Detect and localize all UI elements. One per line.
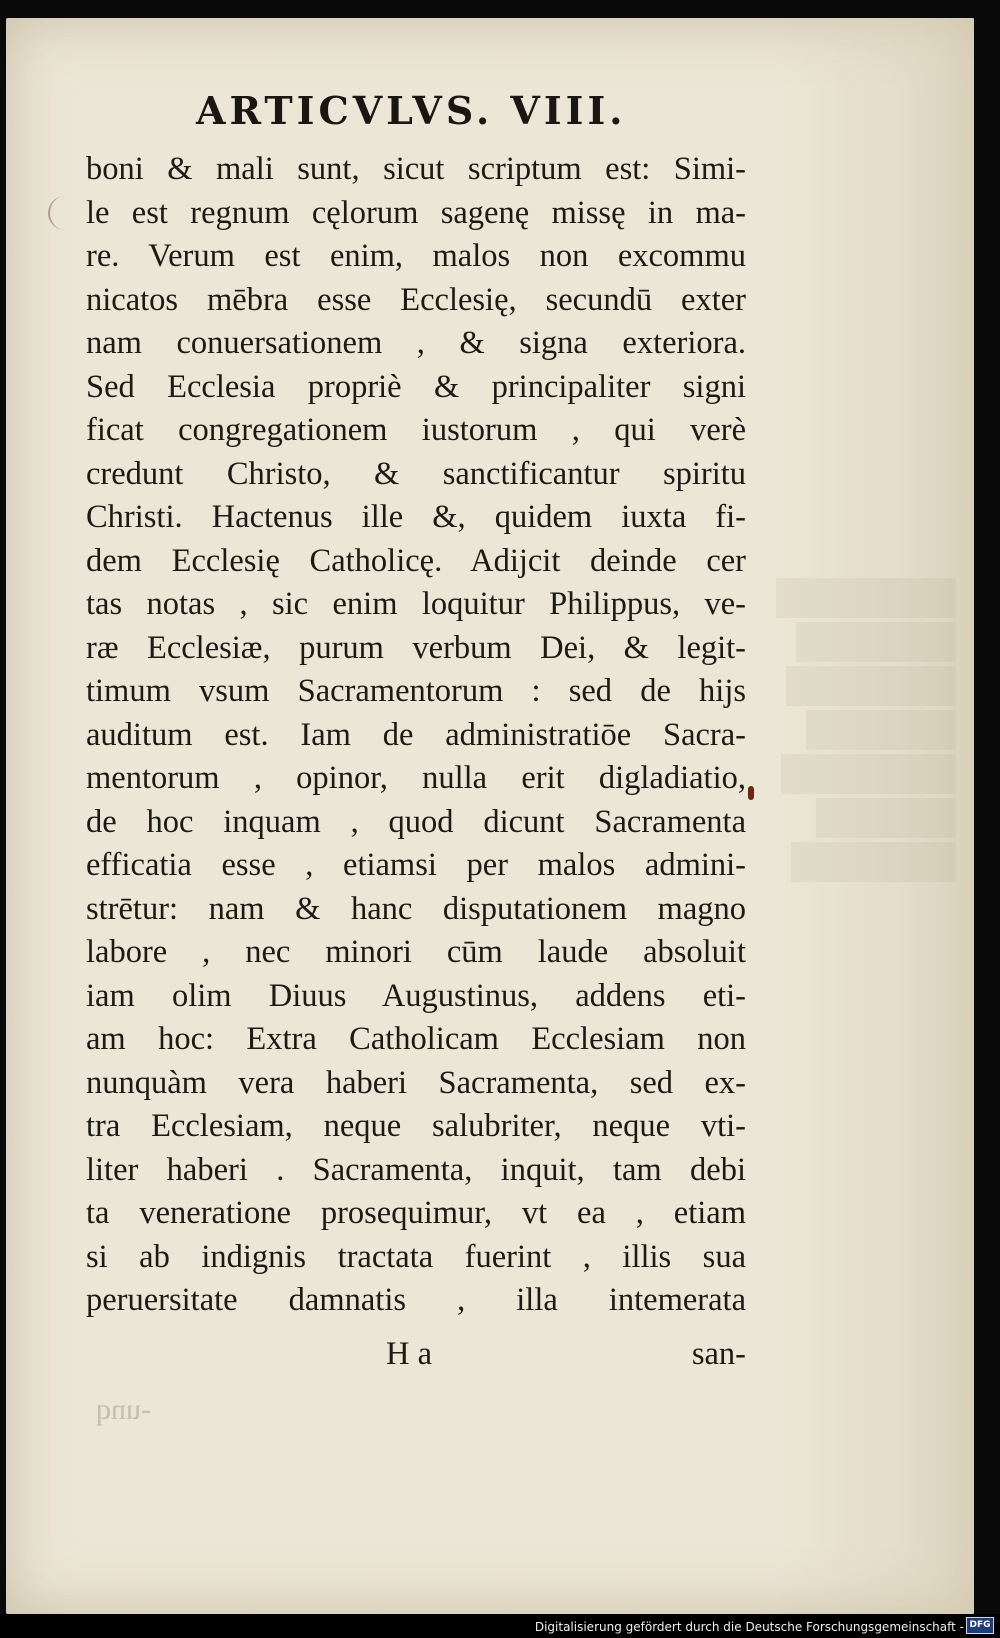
text-line: re. Verum est enim, malos non excommu <box>86 238 746 274</box>
credit-bar <box>0 1614 1000 1638</box>
bleed-through-bottom: -unq <box>96 1393 151 1426</box>
text-line: strētur: nam & hanc disputationem magno <box>86 890 746 927</box>
margin-annotation-mark <box>48 196 76 230</box>
text-line: si ab indignis tractata fuerint , illis sua <box>86 1238 746 1275</box>
text-line: ræ Ecclesiæ, purum verbum Dei, & legit- <box>86 629 746 666</box>
text-line: ficat congregationem iustorum , qui verè <box>86 412 746 448</box>
text-line: mentorum , opinor, nulla erit digladiatio, <box>86 760 746 796</box>
text-line: Sed Ecclesia propriè & principaliter signi <box>86 368 746 405</box>
ink-stain <box>748 786 754 800</box>
page-footer <box>86 1336 746 1380</box>
book-page <box>6 18 974 1614</box>
text-line: am hoc: Extra Catholicam Ecclesiam non <box>86 1021 746 1057</box>
text-line: efficatia esse , etiamsi per malos admini- <box>86 847 746 883</box>
text-line: tas notas , sic enim loquitur Philippus, ve- <box>86 586 746 622</box>
bleed-through-text <box>746 578 956 886</box>
text-line: Christi. Hactenus ille &, quidem iuxta fi- <box>86 499 746 535</box>
text-line: iam olim Diuus Augustinus, addens eti- <box>86 977 746 1014</box>
dfg-logo: DFG <box>966 1617 994 1634</box>
text-line: ta veneratione prosequimur, vt ea , etiam <box>86 1195 746 1231</box>
body-text <box>86 148 746 1323</box>
text-line: nicatos mēbra esse Ecclesię, secundū exter <box>86 281 746 318</box>
text-line: boni & mali sunt, sicut scriptum est: Simi- <box>86 151 746 187</box>
signature-mark: H a <box>386 1336 433 1372</box>
text-line: peruersitate damnatis , illa intemerata <box>86 1282 746 1318</box>
catchword: san- <box>691 1336 746 1372</box>
text-line: credunt Christo, & sanctificantur spiritu <box>86 455 746 492</box>
digitization-credit: Digitalisierung gefördert durch die Deutsche Forschungsgemeinschaft - <box>534 1620 964 1634</box>
text-line: timum vsum Sacramentorum : sed de hijs <box>86 673 746 709</box>
text-line: nunquàm vera haberi Sacramenta, sed ex- <box>86 1064 746 1101</box>
text-line: de hoc inquam , quod dicunt Sacramenta <box>86 803 746 840</box>
text-line: labore , nec minori cūm laude absoluit <box>86 934 746 970</box>
text-line: dem Ecclesię Catholicę. Adijcit deinde cer <box>86 542 746 579</box>
text-line: le est regnum cęlorum sagenę missę in ma- <box>86 194 746 231</box>
running-head: ARTICVLVS. VIII. <box>196 88 627 133</box>
text-line: auditum est. Iam de administratiōe Sacra- <box>86 716 746 753</box>
text-line: nam conuersationem , & signa exteriora. <box>86 325 746 361</box>
text-line: liter haberi . Sacramenta, inquit, tam debi <box>86 1151 746 1188</box>
text-line: tra Ecclesiam, neque salubriter, neque vti- <box>86 1108 746 1144</box>
